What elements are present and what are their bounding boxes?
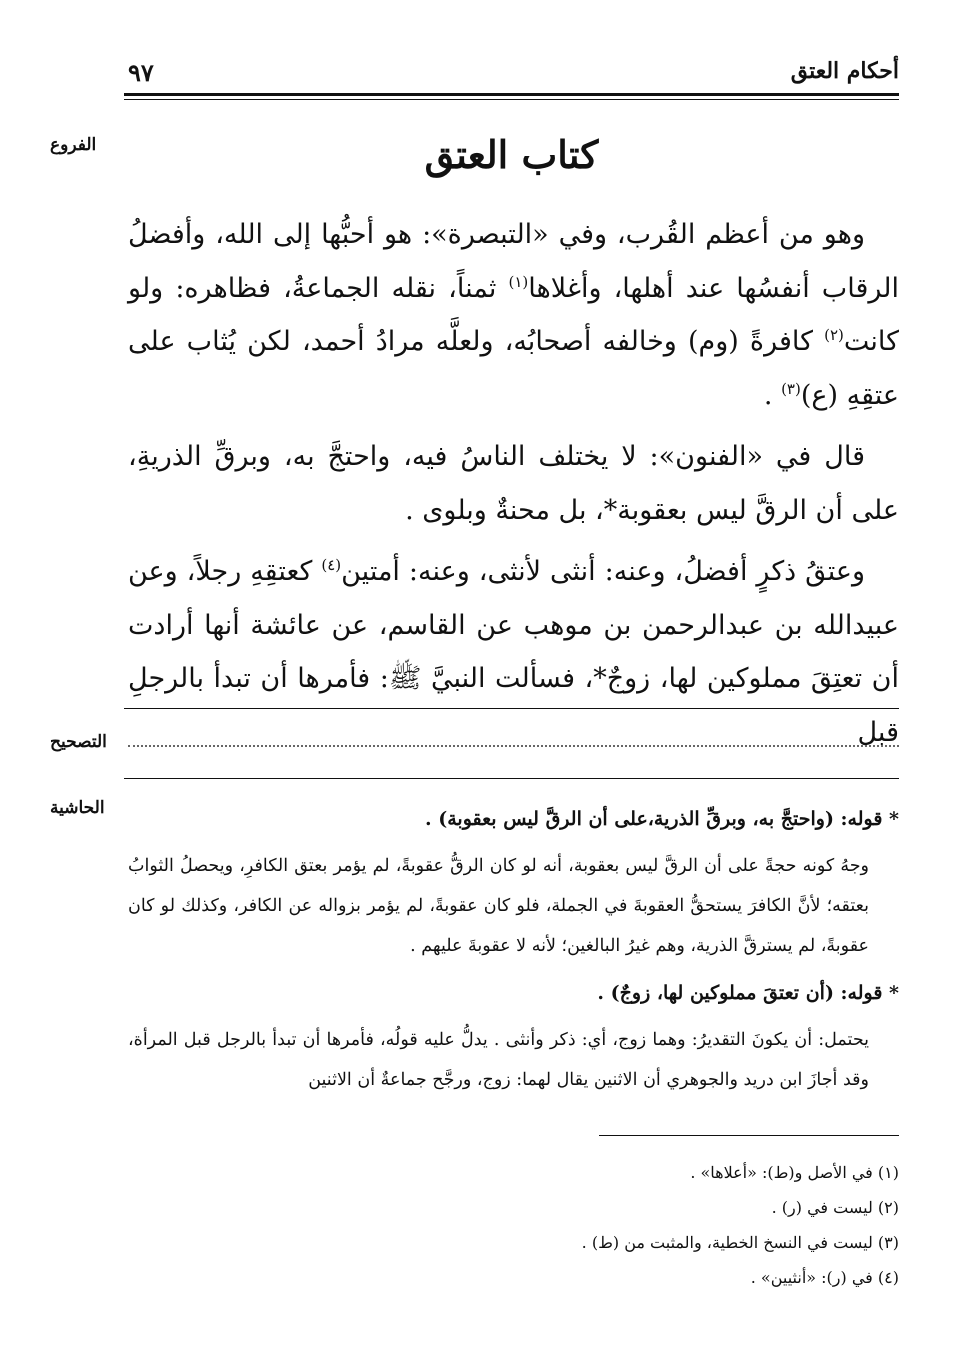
hashiya-section (128, 800, 899, 1108)
margin-label-hashiya: الحاشية (50, 798, 105, 818)
hashiya-heading-1: * قوله: (واحتجَّ به، وبرقِّ الذرية،على أن الرقَّ ليس بعقوبة) . (425, 808, 899, 830)
header-rule-thin (124, 99, 899, 100)
footnote-marker-3[interactable]: (٣) (781, 379, 801, 398)
chapter-title: كتاب العتق (424, 132, 599, 177)
text-span: كافرةً (وم) وخالفه أصحابُه، ولعلَّه مرادُ أحمد، لكن يُثاب على عتقِهِ (ع) (128, 326, 899, 411)
footnote-3: (٣) ليست في النسخ الخطية، والمثبت من (ط) . (581, 1233, 899, 1252)
text-span: كعتقِهِ رجلاً، وعن عبيدالله بن عبدالرحمن بن موهب عن القاسم، عن عائشة أنها أرادت أن تعتِقَ مملوكين لها، زوجٌ*، فسألت النبيَّ ﷺ: فأمرها أن تبدأ بالرجلِ قبل (128, 556, 899, 748)
footnote-marker-2[interactable]: (٢) (824, 326, 844, 344)
footnotes (128, 1155, 899, 1295)
header-rule (124, 93, 899, 96)
footnote-2: (٢) ليست في (ر) . (771, 1198, 899, 1217)
text-span: . (763, 379, 782, 411)
main-paragraph-2: قال في «الفنون»: لا يختلف الناسُ فيه، واحتجَّ به، وبرقِّ الذريةِ، على أن الرقَّ ليس بعقوبة*، بل محنةٌ وبلوى . (128, 441, 899, 526)
hashiya-body-2: يحتمل: أن يكونَ التقديرُ: وهما زوج، أي: ذكر وأنثى . يدلُّ عليه قولُه، فأمرها أن تبدأ بالرجل قبل المرأة، وقد أجازَ ابن دريد والجوهري أن الاثنين يقال لهما: زوج، ورجَّح جماعةٌ أن الاثنين (128, 1030, 869, 1090)
running-header-title: أحكام العتق (790, 58, 899, 84)
text-span: وهو من أعظم القُرب، وفي «التبصرة»: هو أحبُّها إلى الله، وأفضلُ الرقاب أنفسُها عند أهلها، وأغلاها (128, 219, 899, 304)
footnote-marker-1[interactable]: (١) (508, 272, 529, 291)
hashiya-heading-2: * قوله: (أن تعتقَ مملوكين لها، زوجٌ) . (597, 982, 899, 1004)
text-span: وعتقُ ذكرٍ أفضلُ، وعنه: أنثى لأنثى، وعنه: أمتين (341, 556, 865, 587)
text-span: ثمناً، نقله الجماعةُ، فظاهره: ولو كانت (128, 272, 899, 357)
margin-label-tashih: التصحيح (50, 732, 107, 752)
margin-label-furu: الفروع (50, 135, 97, 155)
main-paragraph-1 (128, 208, 899, 422)
main-text-rule (124, 708, 899, 709)
tashih-dotted-line (128, 745, 899, 747)
hashiya-body-1: وجهُ كونه حجةً على أن الرقَّ ليس بعقوبة، أنه لو كان الرقُّ عقوبةً، لم يؤمر بعتق الكافرِ، ويحصلُ الثوابُ بعتقه؛ لأنَّ الكافرَ يستحقُّ العقوبةَ في الجملة، فلو كان عقوبةً، لم يؤمر بزواله عن الكافر، وكذلك لو كان عقوبةً، لم يسترقَّ الذرية، وهم غيرُ البالغين؛ لأنه لا عقوبةَ عليهم . (128, 856, 869, 956)
footnote-marker-4[interactable]: (٤) (321, 556, 342, 574)
hashiya-rule (124, 778, 899, 779)
footnote-1: (١) في الأصل و(ط): «أعلاها» . (690, 1163, 899, 1182)
main-text (128, 208, 899, 767)
main-paragraph-3 (128, 545, 899, 759)
footnote-4: (٤) في (ر): «أنثيين» . (750, 1268, 899, 1287)
page-number: ٩٧ (128, 58, 154, 87)
footnote-rule (599, 1135, 899, 1136)
